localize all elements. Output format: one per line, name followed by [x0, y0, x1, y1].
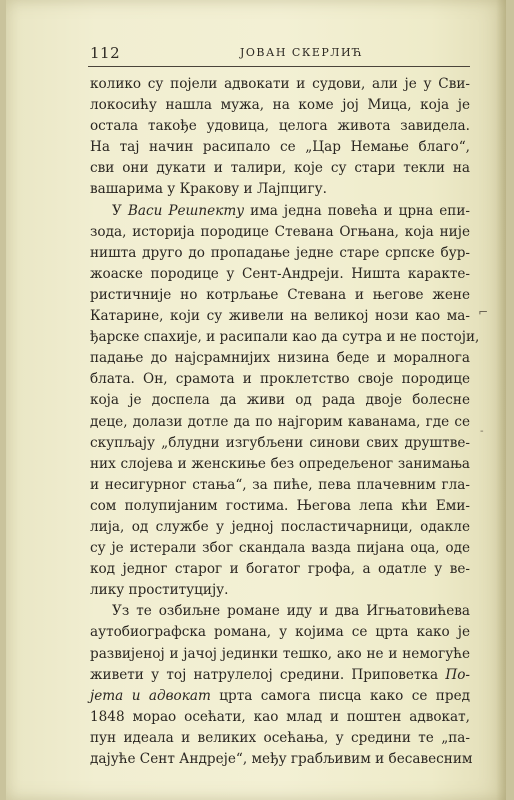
text-line: сом полупијаним гостима. Његова лепа кћи Еми-	[90, 497, 470, 514]
text-run: црта самога писца како се пред	[210, 687, 470, 704]
running-title: ЈОВАН СКЕРЛИЋ	[240, 46, 364, 59]
text-line: Уз те озбиљне романе иду и два Игњатовићева	[112, 603, 470, 620]
text-line: них слојева и женскиње без опредељеног занимања	[90, 455, 470, 472]
italic-title: Васи Решпекту	[127, 202, 245, 219]
text-line: зода, историја породице Стевана Огњана, која није	[90, 223, 470, 240]
text-line: ристичније но котрљање Стевана и његове жене	[90, 286, 470, 303]
text-run: има једна повећа и црна епи-	[244, 202, 470, 219]
page-header	[90, 44, 470, 66]
text-line	[90, 665, 470, 686]
text-line: развијеној и јачој јединки тешко, ако не и немогуће	[90, 645, 470, 662]
text-line: лику проституцију.	[90, 582, 229, 599]
text-line	[90, 201, 470, 222]
header-rule	[88, 66, 470, 67]
text-line: 1848 морао осећати, као млад и поштен адвокат,	[90, 708, 470, 725]
text-line: дајуће Сент Андреје“, међу грабљивим и бесавесним	[90, 751, 473, 767]
text-line	[90, 686, 470, 707]
text-line: падање до најсрамнијих низина беде и моралнога	[90, 350, 470, 367]
body-text	[90, 74, 480, 770]
text-line: аутобиографска романа, у којима се црта како је	[90, 624, 470, 641]
text-run: живети у тој натрулелој средини. Приповетка	[90, 666, 446, 683]
italic-title: јета и адвокат	[90, 687, 211, 704]
margin-pencil-mark: ⌐	[478, 305, 489, 319]
text-line: вашарима у Кракову и Лајпцигу.	[90, 181, 327, 198]
text-line: која је доспела да живи од рада двоје болесне	[90, 392, 470, 409]
text-line: колико су појели адвокати и судови, али је у Сви-	[90, 76, 470, 92]
text-line: ђарске спахије, и расипали као да сутра и не постоји,	[90, 329, 480, 346]
text-line: На тај начин расипало се „Цар Немање благо“,	[90, 139, 470, 156]
text-line: и несигурног стања“, за пиће, пева плачевним гла-	[90, 476, 470, 493]
text-line: локосићу нашла мужа, на коме јој Мица, која је	[90, 97, 470, 114]
text-line: су је истерали због скандала вазда пијана оца, оде	[90, 540, 470, 557]
text-line: деце, долази дотле да по најгорим каванама, где се	[90, 413, 470, 430]
text-line: лија, од службе у једној посластичарници, одакле	[90, 518, 470, 535]
text-line: жоаске породице у Сент-Андреји. Ништа карактe-	[90, 265, 470, 282]
italic-title: По-	[445, 666, 470, 683]
text-line: блата. Он, срамота и проклетство своје породице	[90, 371, 470, 388]
margin-dash-mark: -	[480, 426, 484, 437]
page-number: 112	[90, 44, 121, 62]
text-line: ништа друго до пропадање једне старе српске бур-	[90, 244, 470, 261]
text-line: пун идеала и великих осећања, у средини те „па-	[90, 729, 470, 746]
page-gutter-shadow	[496, 0, 506, 800]
text-line: Катарине, који су живели на великој нози као ма-	[90, 308, 470, 325]
text-line: скупљају „блудни изгубљени синови свих друштве-	[90, 434, 470, 451]
text-run: У	[112, 202, 128, 219]
text-line: код једног старог и богатог грофа, а одатле у ве-	[90, 561, 470, 578]
text-line: остала такође удовица, целога живота завидела.	[90, 118, 470, 135]
text-line: сви они дукати и талири, које су стари текли на	[90, 160, 470, 177]
